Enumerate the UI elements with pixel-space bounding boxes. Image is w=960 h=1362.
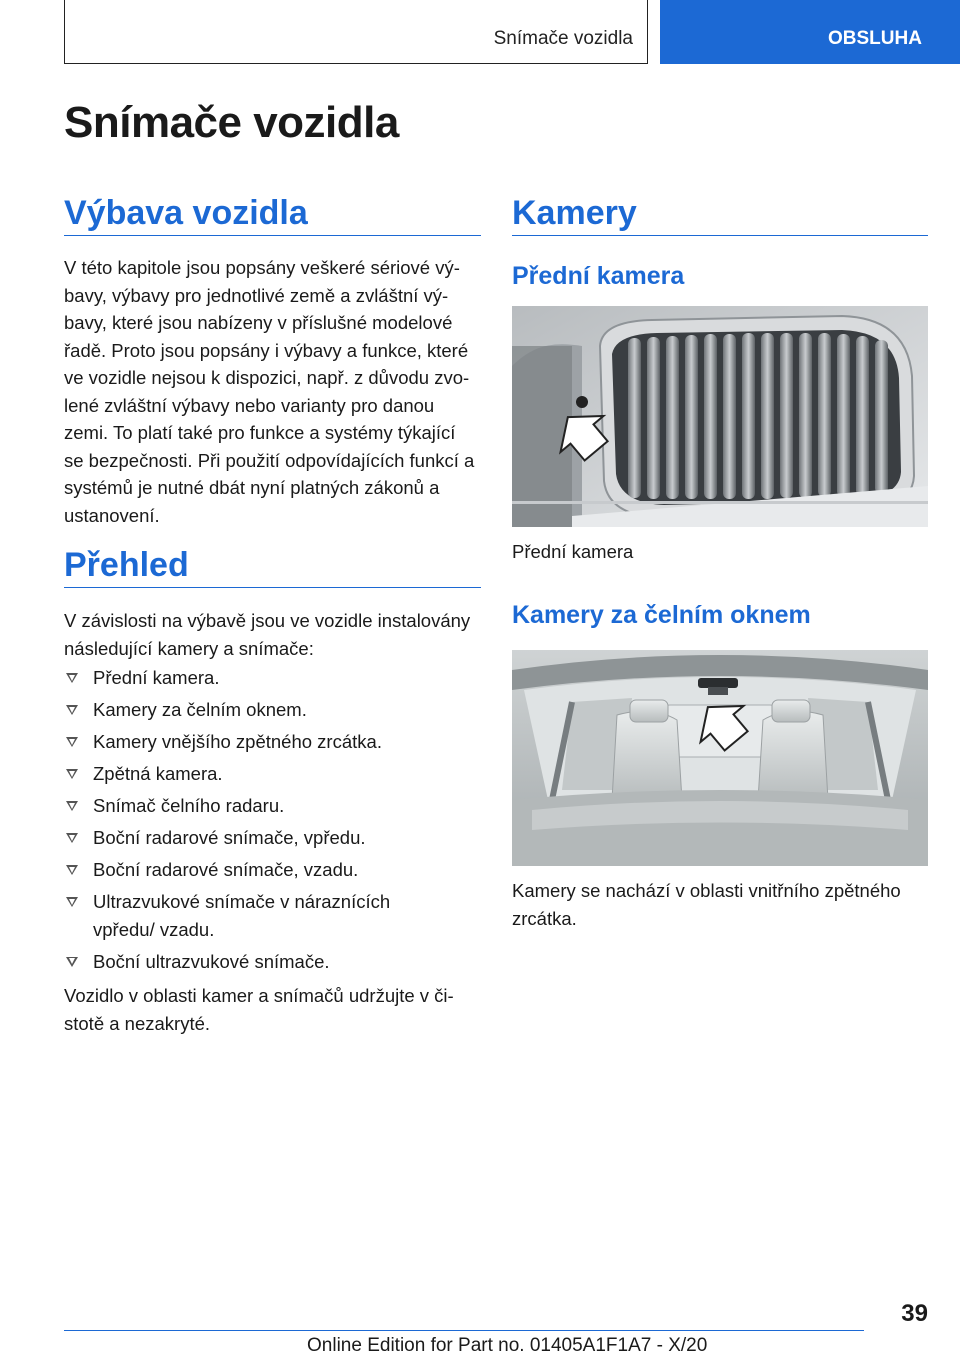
prehled-outro [64, 982, 494, 1037]
text-line: bavy, výbavy pro jednotlivé země a zvláštní vý- [64, 284, 449, 306]
page-number: 39 [901, 1300, 928, 1327]
triangle-bullet-icon [66, 897, 78, 907]
footer-rule [64, 1330, 864, 1331]
triangle-bullet-icon [66, 801, 78, 811]
triangle-bullet-icon [66, 833, 78, 843]
text-line: zrcátka. [512, 907, 577, 929]
text-line: zemi. To platí také pro funkce a systémy týkající [64, 422, 456, 443]
vybava-paragraph [64, 254, 494, 529]
text-line: se bezpečnosti. Při použití odpovídajících funkcí a [64, 449, 475, 471]
list-item: Zpětná kamera. [64, 760, 484, 788]
list-item: Boční radarové snímače, vzadu. [64, 856, 484, 884]
header-chapter-label: OBSLUHA [828, 28, 922, 49]
triangle-bullet-icon [66, 769, 78, 779]
heading-rule [64, 587, 481, 588]
prehled-intro [64, 607, 494, 662]
triangle-bullet-icon [66, 673, 78, 683]
front-grille-illustration [512, 306, 928, 527]
heading-windshield-cameras: Kamery za čelním oknem [512, 601, 811, 629]
text-line: lené zvláštní výbavy nebo varianty pro danou [64, 394, 435, 416]
list-item: Ultrazvukové snímače v náraznících vpředu/ vzadu. [64, 888, 453, 943]
car-interior-illustration [512, 650, 928, 866]
text-line: V této kapitole jsou popsány veškeré sériové vý- [64, 257, 460, 278]
heading-kamery: Kamery [512, 194, 637, 232]
text-line: Vozidlo v oblasti kamer a snímačů udržujte v či- [64, 985, 454, 1006]
windshield-camera-caption [512, 877, 928, 932]
windshield-camera-image [512, 650, 928, 866]
text-line: bavy, které jsou nabízeny v příslušné modelové [64, 312, 453, 333]
header-section-box [64, 0, 648, 64]
triangle-bullet-icon [66, 737, 78, 747]
triangle-bullet-icon [66, 957, 78, 967]
page-title: Snímače vozidla [64, 98, 399, 147]
list-item: Přední kamera. [64, 664, 484, 692]
text-line: řadě. Proto jsou popsány i výbavy a funkce, které [64, 339, 469, 361]
list-item: Snímač čelního radaru. [64, 792, 484, 820]
list-item: Kamery vnějšího zpětného zrcátka. [64, 728, 484, 756]
heading-vybava: Výbava vozidla [64, 194, 308, 232]
front-camera-caption: Přední kamera [512, 541, 634, 562]
header-section-title: Snímače vozidla [493, 28, 633, 49]
text-line: následující kamery a snímače: [64, 637, 314, 659]
text-line: V závislosti na výbavě jsou ve vozidle instalovány [64, 610, 471, 631]
text-line: stotě a nezakryté. [64, 1012, 211, 1034]
triangle-bullet-icon [66, 705, 78, 715]
text-line: Kamery se nachází v oblasti vnitřního zpětného [512, 880, 901, 901]
header-chapter-tab [660, 0, 960, 64]
footer-edition: Online Edition for Part no. 01405A1F1A7 - X/20 [307, 1335, 708, 1356]
text-line: ustanovení. [64, 504, 160, 526]
triangle-bullet-icon [66, 865, 78, 875]
heading-rule [64, 235, 481, 236]
list-item: Boční ultrazvukové snímače. [64, 948, 484, 976]
heading-prehled: Přehled [64, 546, 189, 584]
heading-front-camera: Přední kamera [512, 262, 685, 290]
sensor-list [64, 664, 484, 980]
text-line: ve vozidle nejsou k dispozici, např. z důvodu zvo- [64, 367, 470, 388]
front-camera-image [512, 306, 928, 527]
list-item: Boční radarové snímače, vpředu. [64, 824, 484, 852]
text-line: systémů je nutné dbát nyní platných zákonů a [64, 477, 440, 498]
list-item: Kamery za čelním oknem. [64, 696, 484, 724]
heading-rule [512, 235, 928, 236]
